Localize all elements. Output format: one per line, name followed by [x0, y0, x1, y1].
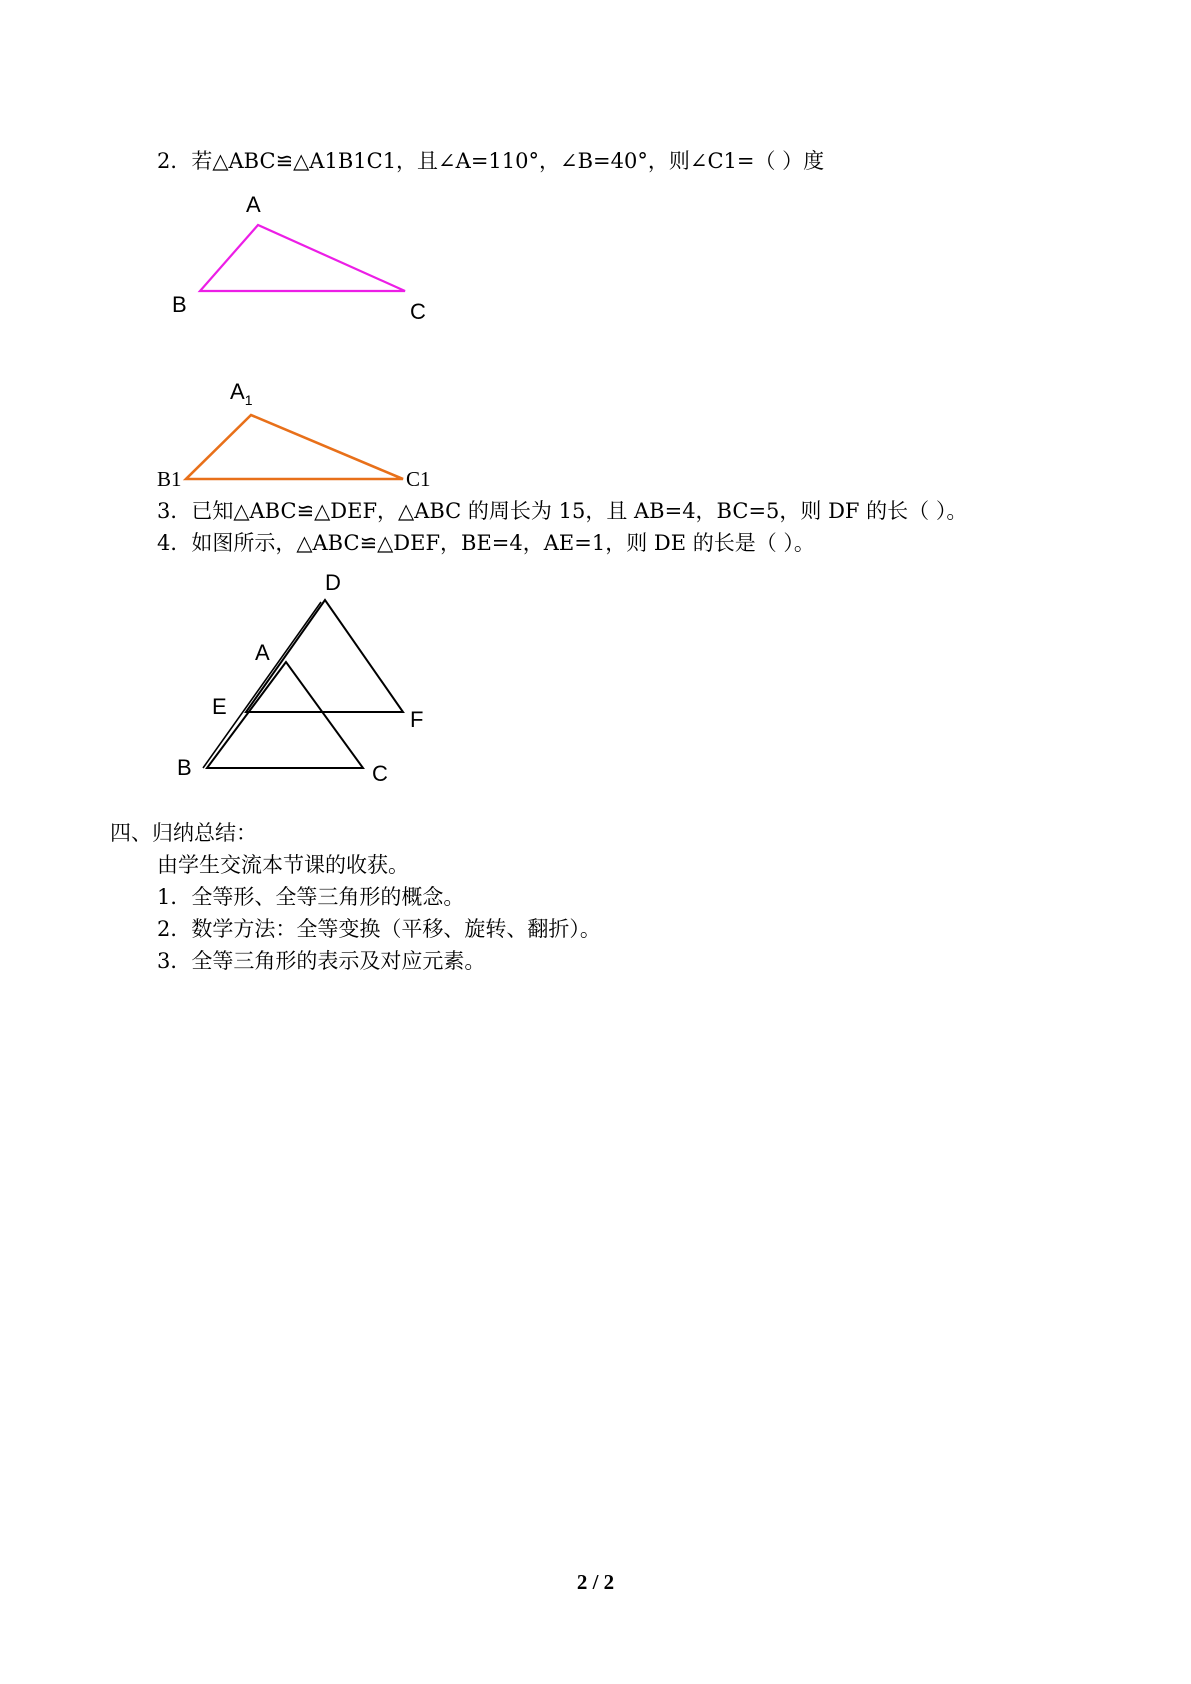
vertex-label-b: B	[172, 292, 187, 317]
summary-item: 2．数学方法：全等变换（平移、旋转、翻折）。	[157, 917, 601, 941]
triangle-a1b1c1-svg	[150, 370, 450, 490]
summary-item: 1．全等形、全等三角形的概念。	[157, 885, 465, 909]
triangle-abc-figure	[150, 180, 450, 330]
vertex-label-c: C	[410, 299, 426, 324]
triangle-abc-svg	[150, 180, 450, 330]
question-4: 4．如图所示，△ABC≌△DEF，BE=4，AE=1，则 DE 的长是（ ）。	[157, 531, 815, 555]
triangles-abc-def-figure	[150, 565, 450, 795]
triangle-a1b1c1-figure	[150, 370, 450, 490]
section-heading: 四、归纳总结：	[110, 821, 257, 845]
question-3: 3．已知△ABC≌△DEF，△ABC 的周长为 15，且 AB=4，BC=5，则 DF 的长（ ）。	[157, 499, 968, 523]
page-number: 2 / 2	[576, 1570, 615, 1594]
vertex-label-a1: $A_1$	[230, 379, 253, 408]
question-2: 2．若△ABC≌△A1B1C1，且∠A=110°，∠B=40°，则∠C1=（ ）度	[157, 149, 825, 173]
vertex-label-b: B	[177, 755, 192, 780]
triangles-abc-def-svg	[150, 565, 450, 795]
triangle-abc	[200, 225, 405, 291]
triangle-a1b1c1	[186, 415, 403, 479]
vertex-label-b1: B1	[157, 467, 182, 491]
vertex-label-c: C	[372, 761, 388, 786]
vertex-label-a: A	[246, 192, 261, 217]
summary-intro: 由学生交流本节课的收获。	[157, 853, 409, 877]
vertex-label-d: D	[325, 570, 341, 595]
vertex-label-f: F	[410, 707, 424, 732]
vertex-label-e: E	[212, 694, 227, 719]
summary-item: 3．全等三角形的表示及对应元素。	[157, 949, 486, 973]
vertex-label-c1: C1	[406, 467, 431, 491]
vertex-label-a: A	[255, 640, 270, 665]
triangle-abc-small	[207, 662, 363, 768]
